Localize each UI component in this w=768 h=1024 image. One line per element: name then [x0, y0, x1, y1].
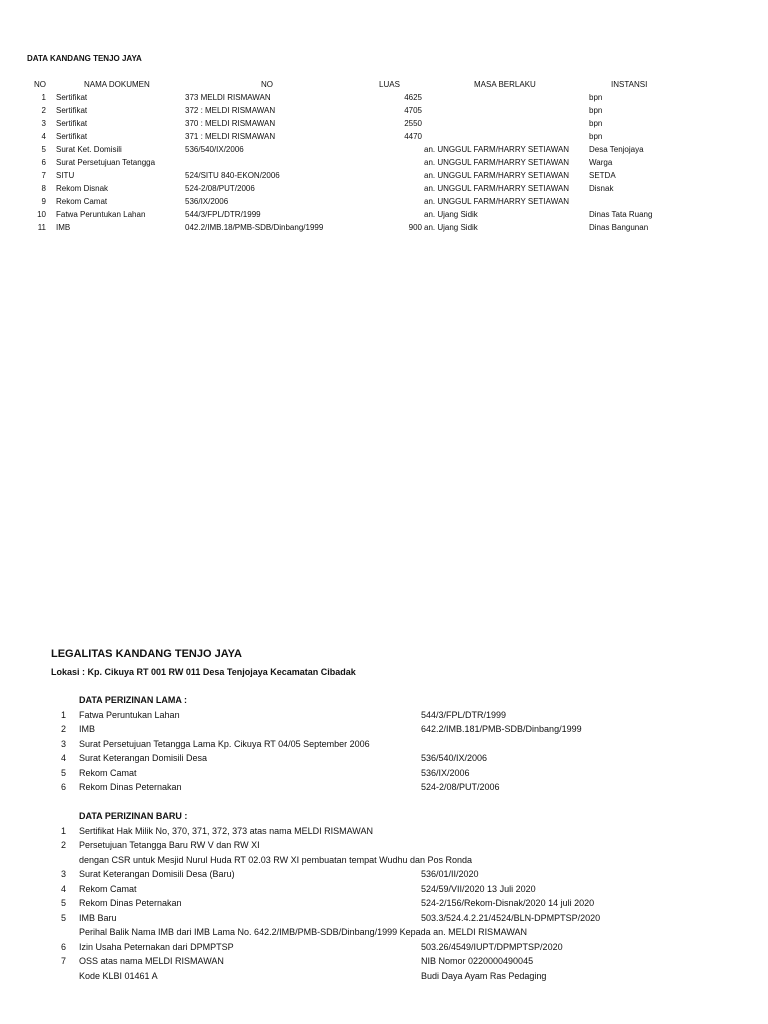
header-luas: LUAS — [379, 80, 400, 89]
item-label: Perihal Balik Nama IMB dari IMB Lama No. 642.2/IMB/PMB-SDB/Dinbang/1999 Kepada an. MELDI RISMAWAN — [79, 927, 528, 937]
row-no: 1 — [41, 93, 46, 102]
row-nama: Fatwa Peruntukan Lahan — [56, 210, 146, 219]
row-nomor: 544/3/FPL/DTR/1999 — [185, 210, 261, 219]
header-no: NO — [34, 80, 46, 89]
list-item — [0, 971, 768, 985]
item-label: Kode KLBI 01461 A — [79, 971, 158, 981]
item-no: 5 — [60, 768, 66, 778]
table-row — [0, 145, 768, 158]
row-no: 3 — [41, 119, 46, 128]
item-label: Fatwa Peruntukan Lahan — [79, 710, 180, 720]
table-row — [0, 119, 768, 132]
perizinan-baru-title: DATA PERIZINAN BARU : — [79, 811, 188, 821]
list-item — [0, 724, 768, 738]
list-item — [0, 739, 768, 753]
row-nomor: 536/540/IX/2006 — [185, 145, 244, 154]
list-item — [0, 782, 768, 796]
item-value: NIB Nomor 0220000490045 — [421, 956, 534, 966]
row-instansi: Dinas Bangunan — [589, 223, 649, 232]
list-item — [0, 869, 768, 883]
header-masa-berlaku: MASA BERLAKU — [474, 80, 536, 89]
perizinan-lama-title: DATA PERIZINAN LAMA : — [79, 695, 187, 705]
row-nama: Sertifikat — [56, 119, 88, 128]
table-row — [0, 132, 768, 145]
list-item — [0, 840, 768, 854]
row-nama: SITU — [56, 171, 75, 180]
item-label: Rekom Camat — [79, 884, 137, 894]
row-instansi: SETDA — [589, 171, 616, 180]
item-value: 503.26/4549/IUPT/DPMPTSP/2020 — [421, 942, 563, 952]
item-value: 524-2/156/Rekom-Disnak/2020 14 juli 2020 — [421, 898, 595, 908]
header-instansi: INSTANSI — [611, 80, 648, 89]
item-label: Izin Usaha Peternakan dari DPMPTSP — [79, 942, 234, 952]
item-no: 3 — [60, 739, 66, 749]
item-label: Sertifikat Hak Milik No, 370, 371, 372, 373 atas nama MELDI RISMAWAN — [79, 826, 373, 836]
item-value: 503.3/524.4.2.21/4524/BLN-DPMPTSP/2020 — [421, 913, 601, 923]
item-label: Rekom Dinas Peternakan — [79, 898, 182, 908]
row-nomor: 042.2/IMB.18/PMB-SDB/Dinbang/1999 — [185, 223, 324, 232]
row-luas: 4625 — [404, 93, 422, 102]
table-row — [0, 93, 768, 106]
list-item — [0, 884, 768, 898]
item-label: Surat Persetujuan Tetangga Lama Kp. Cikuya RT 04/05 September 2006 — [79, 739, 370, 749]
item-label: IMB — [79, 724, 96, 734]
section1-title: DATA KANDANG TENJO JAYA — [27, 54, 142, 63]
item-no: 6 — [60, 782, 66, 792]
list-item — [0, 710, 768, 724]
table-row — [0, 158, 768, 171]
item-value: 524/59/VII/2020 13 Juli 2020 — [421, 884, 536, 894]
lokasi-line: Lokasi : Kp. Cikuya RT 001 RW 011 Desa Tenjojaya Kecamatan Cibadak — [51, 667, 356, 677]
table-row — [0, 210, 768, 223]
row-masa: an. UNGGUL FARM/HARRY SETIAWAN — [424, 171, 570, 180]
row-nama: Sertifikat — [56, 93, 88, 102]
row-nama: Sertifikat — [56, 106, 88, 115]
item-no: 7 — [60, 956, 66, 966]
row-luas: 900 — [408, 223, 422, 232]
list-item — [0, 913, 768, 927]
list-item — [0, 956, 768, 970]
row-instansi: bpn — [589, 106, 603, 115]
item-no: 6 — [60, 942, 66, 952]
item-value: 642.2/IMB.181/PMB-SDB/Dinbang/1999 — [421, 724, 582, 734]
item-label: Rekom Dinas Peternakan — [79, 782, 182, 792]
row-no: 2 — [41, 106, 46, 115]
row-nama: Rekom Disnak — [56, 184, 109, 193]
section2-title: LEGALITAS KANDANG TENJO JAYA — [51, 648, 242, 660]
list-item — [0, 826, 768, 840]
row-no: 10 — [37, 210, 46, 219]
row-instansi: Disnak — [589, 184, 614, 193]
item-label: Persetujuan Tetangga Baru RW V dan RW XI — [79, 840, 260, 850]
row-no: 11 — [37, 223, 46, 232]
item-no: 1 — [60, 710, 66, 720]
list-item — [0, 927, 768, 941]
list-item — [0, 768, 768, 782]
list-item — [0, 855, 768, 869]
row-instansi: bpn — [589, 119, 603, 128]
row-masa: an. UNGGUL FARM/HARRY SETIAWAN — [424, 145, 570, 154]
item-label: Rekom Camat — [79, 768, 137, 778]
row-instansi: bpn — [589, 93, 603, 102]
row-nomor: 524-2/08/PUT/2006 — [185, 184, 255, 193]
row-nomor: 524/SITU 840-EKON/2006 — [185, 171, 280, 180]
item-no: 4 — [60, 884, 66, 894]
item-no: 5 — [60, 913, 66, 923]
table1-header — [0, 80, 768, 93]
row-nama: Sertifikat — [56, 132, 88, 141]
item-label: OSS atas nama MELDI RISMAWAN — [79, 956, 224, 966]
row-nomor: 371 : MELDI RISMAWAN — [185, 132, 276, 141]
item-value: 544/3/FPL/DTR/1999 — [421, 710, 507, 720]
row-luas: 4705 — [404, 106, 422, 115]
item-label: IMB Baru — [79, 913, 117, 923]
item-no: 3 — [60, 869, 66, 879]
table-row — [0, 223, 768, 236]
item-no: 1 — [60, 826, 66, 836]
row-masa: an. Ujang Sidik — [424, 210, 478, 219]
row-no: 6 — [41, 158, 46, 167]
item-value: Budi Daya Ayam Ras Pedaging — [421, 971, 547, 981]
table-row — [0, 171, 768, 184]
item-value: 536/IX/2006 — [421, 768, 470, 778]
row-luas: 4470 — [404, 132, 422, 141]
row-nomor: 372 : MELDI RISMAWAN — [185, 106, 276, 115]
item-value: 524-2/08/PUT/2006 — [421, 782, 500, 792]
item-no: 5 — [60, 898, 66, 908]
item-no: 2 — [60, 840, 66, 850]
row-no: 8 — [41, 184, 46, 193]
row-nomor: 373 MELDI RISMAWAN — [185, 93, 271, 102]
row-nomor: 536/IX/2006 — [185, 197, 229, 206]
list-item — [0, 942, 768, 956]
row-nomor: 370 : MELDI RISMAWAN — [185, 119, 276, 128]
item-label: dengan CSR untuk Mesjid Nurul Huda RT 02.03 RW XI pembuatan tempat Wudhu dan Pos Ronda — [79, 855, 473, 865]
item-label: Surat Keterangan Domisili Desa (Baru) — [79, 869, 235, 879]
row-masa: an. UNGGUL FARM/HARRY SETIAWAN — [424, 197, 570, 206]
row-no: 4 — [41, 132, 46, 141]
item-label: Surat Keterangan Domisili Desa — [79, 753, 208, 763]
item-value: 536/540/IX/2006 — [421, 753, 488, 763]
row-masa: an. UNGGUL FARM/HARRY SETIAWAN — [424, 184, 570, 193]
table-row — [0, 184, 768, 197]
row-no: 9 — [41, 197, 46, 206]
list-item — [0, 753, 768, 767]
row-nama: IMB — [56, 223, 71, 232]
list-item — [0, 898, 768, 912]
header-nomor: NO — [261, 80, 273, 89]
item-value: 536/01/II/2020 — [421, 869, 479, 879]
row-instansi: Dinas Tata Ruang — [589, 210, 653, 219]
row-masa: an. Ujang Sidik — [424, 223, 478, 232]
row-no: 7 — [41, 171, 46, 180]
row-instansi: Warga — [589, 158, 613, 167]
row-nama: Rekom Camat — [56, 197, 108, 206]
row-nama: Surat Ket. Domisili — [56, 145, 122, 154]
row-masa: an. UNGGUL FARM/HARRY SETIAWAN — [424, 158, 570, 167]
row-no: 5 — [41, 145, 46, 154]
item-no: 2 — [60, 724, 66, 734]
header-nama-dokumen: NAMA DOKUMEN — [84, 80, 150, 89]
row-instansi: bpn — [589, 132, 603, 141]
table-row — [0, 197, 768, 210]
row-luas: 2550 — [404, 119, 422, 128]
row-instansi: Desa Tenjojaya — [589, 145, 644, 154]
item-no: 4 — [60, 753, 66, 763]
row-nama: Surat Persetujuan Tetangga — [56, 158, 156, 167]
table-row — [0, 106, 768, 119]
